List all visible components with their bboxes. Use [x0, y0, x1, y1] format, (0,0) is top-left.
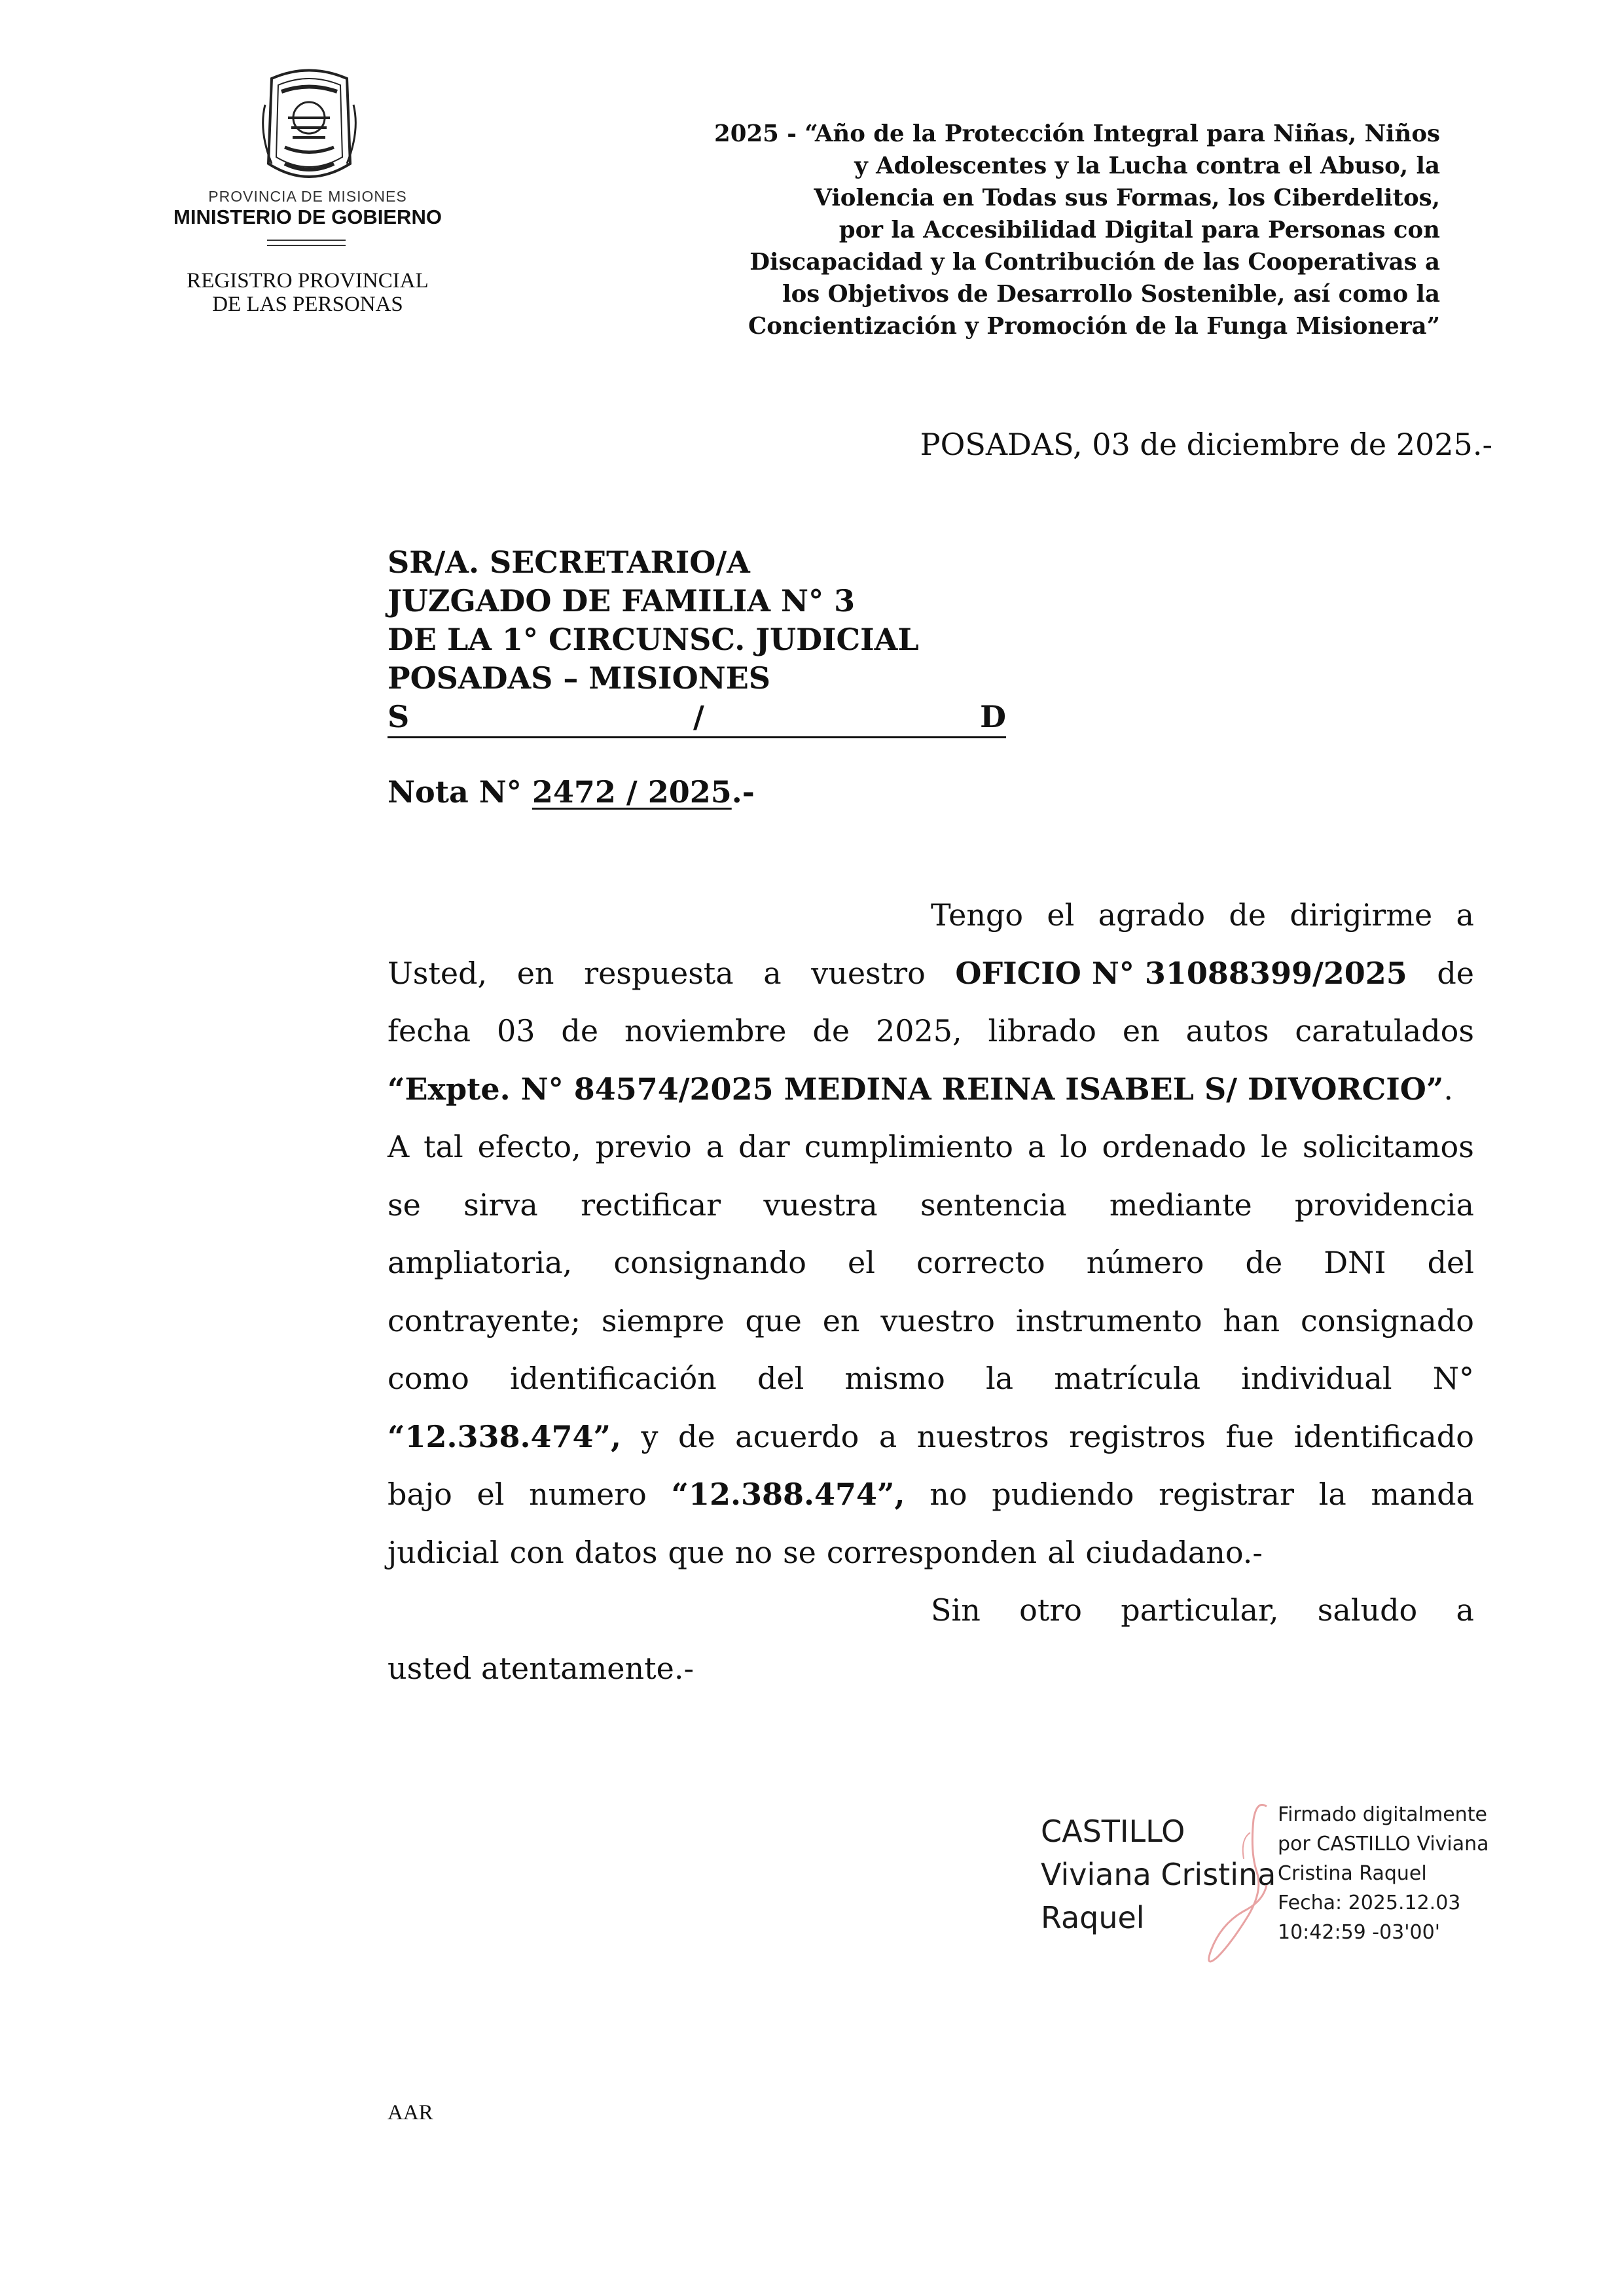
word: fue: [1225, 1418, 1274, 1454]
word: registrar: [1159, 1477, 1294, 1512]
note-number-value: 2472 / 2025: [532, 774, 732, 810]
body-line: [388, 1002, 1474, 1060]
word: le: [1260, 1129, 1288, 1164]
word: individual: [1241, 1361, 1392, 1396]
body-line: [388, 1176, 1474, 1234]
word: a: [763, 955, 782, 991]
body-line: [388, 1524, 1474, 1582]
word: vuestra: [763, 1187, 878, 1223]
word: consignado: [1300, 1302, 1474, 1338]
sd-d: D: [980, 699, 1006, 734]
word: instrumento: [1015, 1302, 1202, 1338]
letter-date: POSADAS, 03 de diciembre de 2025.-: [920, 427, 1492, 462]
word: lo: [1060, 1129, 1088, 1164]
word: dirigirme: [1290, 897, 1433, 933]
word: bajo: [388, 1477, 452, 1512]
word: con: [509, 1534, 564, 1570]
word: se: [388, 1187, 421, 1223]
signer-name-line: Viviana Cristina: [1041, 1857, 1276, 1892]
word: DNI: [1324, 1245, 1386, 1280]
letter-body: [388, 886, 1474, 1697]
word: consignando: [613, 1245, 806, 1280]
word: de: [1437, 955, 1474, 991]
word: registros: [1069, 1418, 1206, 1454]
word: .: [1443, 1071, 1453, 1107]
word: del: [757, 1361, 804, 1396]
word: rectificar: [581, 1187, 721, 1223]
word: número: [1086, 1245, 1204, 1280]
word: correcto: [916, 1245, 1045, 1280]
motto-line: y Adolescentes y la Lucha contra el Abuso, la: [854, 152, 1440, 179]
word: han: [1223, 1302, 1280, 1338]
signature-info-line: por CASTILLO Viviana: [1278, 1833, 1489, 1856]
word: 03: [496, 1013, 535, 1049]
word: nuestros: [916, 1418, 1049, 1454]
word: manda: [1371, 1477, 1474, 1512]
word: acuerdo: [735, 1418, 859, 1454]
word: el: [477, 1477, 505, 1512]
word: ciudadano.-: [1085, 1534, 1263, 1570]
word: N°: [1432, 1361, 1474, 1396]
signer-name-line: Raquel: [1041, 1900, 1145, 1935]
word: pudiendo: [992, 1477, 1134, 1512]
body-line: [388, 1350, 1474, 1408]
addressee-line: POSADAS – MISIONES: [388, 660, 770, 696]
word: tal: [424, 1129, 463, 1164]
digital-signature-info: [1278, 1800, 1489, 1947]
word: el: [1047, 897, 1075, 933]
word: mediante: [1109, 1187, 1252, 1223]
word: agrado: [1098, 897, 1206, 933]
word: sirva: [463, 1187, 538, 1223]
word: solicitamos: [1302, 1129, 1474, 1164]
signature-info-line: Firmado digitalmente: [1278, 1803, 1487, 1826]
motto-line: por la Accesibilidad Digital para Personas con: [839, 217, 1440, 243]
sd-slash: /: [693, 699, 704, 734]
signature-info-line: 10:42:59 -03'00': [1278, 1921, 1440, 1944]
word: fecha: [388, 1013, 471, 1049]
word: respuesta: [584, 955, 734, 991]
word: a: [706, 1129, 725, 1164]
province-name: PROVINCIA DE MISIONES: [208, 188, 407, 205]
word: previo: [595, 1129, 692, 1164]
word: de: [1229, 897, 1267, 933]
correct-number: “12.388.474”,: [671, 1477, 905, 1512]
word: particular,: [1121, 1592, 1279, 1628]
word: no: [734, 1534, 773, 1570]
signer-name-line: CASTILLO: [1041, 1814, 1185, 1849]
word: 2025,: [875, 1013, 962, 1049]
word: ordenado: [1102, 1129, 1247, 1164]
motto-line: los Objetivos de Desarrollo Sostenible, así como la: [782, 281, 1440, 308]
word: A: [388, 1129, 410, 1164]
word: cumplimiento: [804, 1129, 1013, 1164]
signature-info-line: Fecha: 2025.12.03: [1278, 1892, 1461, 1914]
word: numero: [529, 1477, 647, 1512]
word: Sin: [931, 1592, 981, 1628]
addressee-line: JUZGADO DE FAMILIA N° 3: [388, 583, 856, 619]
word: a: [878, 1418, 897, 1454]
ministry-divider: [267, 240, 346, 241]
word: a: [1456, 1592, 1474, 1628]
word: de: [561, 1013, 599, 1049]
word: de: [678, 1418, 715, 1454]
word: se: [783, 1534, 816, 1570]
addressee-block: [388, 543, 1006, 738]
word: noviembre: [624, 1013, 787, 1049]
word: como: [388, 1361, 469, 1396]
word: vuestro: [880, 1302, 996, 1338]
office-name-line-1: REGISTRO PROVINCIAL: [187, 269, 429, 293]
su-despacho-line: [388, 698, 1006, 738]
note-suffix: .-: [731, 774, 755, 810]
ministry-name: MINISTERIO DE GOBIERNO: [173, 206, 442, 228]
body-line: [388, 1292, 1474, 1350]
word: identificación: [509, 1361, 717, 1396]
word: a: [1456, 897, 1474, 933]
oficio-reference: OFICIO N° 31088399/2025: [955, 955, 1407, 991]
motto-line: 2025 - “Año de la Protección Integral para Niñas, Niños: [714, 120, 1440, 147]
note-number: [388, 774, 755, 810]
word: Usted,: [388, 955, 488, 991]
word: efecto,: [477, 1129, 581, 1164]
word: en: [822, 1302, 860, 1338]
word: del: [1427, 1245, 1474, 1280]
word: caratulados: [1295, 1013, 1474, 1049]
ministry-divider: [267, 245, 346, 246]
word: otro: [1019, 1592, 1083, 1628]
body-line: [388, 1118, 1474, 1176]
word: a: [1027, 1129, 1046, 1164]
signature-info-line: Cristina Raquel: [1278, 1862, 1427, 1885]
sd-s: S: [388, 699, 410, 734]
word: Tengo: [931, 897, 1024, 933]
word: en: [516, 955, 554, 991]
body-line: [388, 1465, 1474, 1524]
word: que: [668, 1534, 725, 1570]
body-line: [388, 1581, 1474, 1640]
word: siempre: [601, 1302, 725, 1338]
word: ampliatoria,: [388, 1245, 573, 1280]
word: corresponden: [826, 1534, 1038, 1570]
case-title: “Expte. N° 84574/2025 MEDINA REINA ISABEL S/ DIVORCIO”: [388, 1071, 1444, 1107]
body-line: [388, 1640, 1474, 1698]
body-line: [388, 886, 1474, 944]
addressee-line: SR/A. SECRETARIO/A: [388, 545, 750, 580]
word: librado: [988, 1013, 1096, 1049]
word: al: [1047, 1534, 1075, 1570]
word: contrayente;: [388, 1302, 581, 1338]
word: la: [1318, 1477, 1346, 1512]
body-line: [388, 1060, 1474, 1119]
body-line: [388, 1408, 1474, 1466]
note-label: Nota N°: [388, 774, 522, 810]
word: providencia: [1294, 1187, 1474, 1223]
word: mismo: [844, 1361, 945, 1396]
body-line: [388, 1234, 1474, 1292]
word: matrícula: [1054, 1361, 1200, 1396]
office-name-line-2: DE LAS PERSONAS: [212, 293, 403, 316]
word: el: [848, 1245, 875, 1280]
word: no: [929, 1477, 967, 1512]
word: sentencia: [920, 1187, 1067, 1223]
word: en: [1122, 1013, 1160, 1049]
word: la: [985, 1361, 1014, 1396]
misiones-crest-icon: [252, 65, 367, 187]
word: y: [641, 1418, 659, 1454]
year-motto: [609, 118, 1440, 342]
word: de: [812, 1013, 850, 1049]
closing: usted atentamente.-: [388, 1650, 695, 1686]
body-line: [388, 944, 1474, 1003]
motto-line: Concientización y Promoción de la Funga Misionera”: [748, 313, 1440, 340]
typist-initials: AAR: [388, 2101, 433, 2125]
word: vuestro: [811, 955, 926, 991]
word: autos: [1185, 1013, 1269, 1049]
word: identificado: [1293, 1418, 1474, 1454]
motto-line: Violencia en Todas sus Formas, los Ciberdelitos,: [814, 185, 1440, 211]
signature-mark-icon: [1185, 1793, 1290, 1977]
motto-line: Discapacidad y la Contribución de las Cooperativas a: [749, 249, 1440, 276]
word: saludo: [1317, 1592, 1418, 1628]
word: dar: [738, 1129, 790, 1164]
word: datos: [574, 1534, 658, 1570]
word: de: [1245, 1245, 1283, 1280]
word: judicial: [388, 1534, 499, 1570]
addressee-line: DE LA 1° CIRCUNSC. JUDICIAL: [388, 622, 919, 657]
registered-number: “12.338.474”,: [388, 1418, 622, 1454]
word: que: [745, 1302, 802, 1338]
